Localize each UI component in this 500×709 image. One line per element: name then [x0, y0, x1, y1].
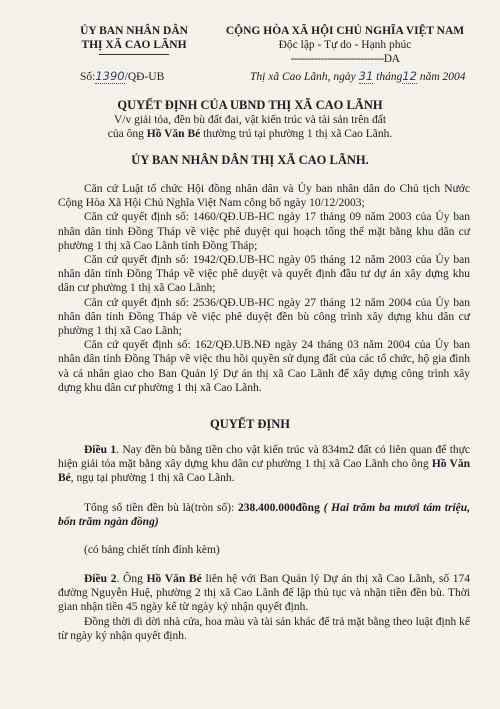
preamble-item: Căn cứ quyết định số: 1942/QĐ.UB-HC ngày 05 tháng 12 năm 2003 của Ủy ban nhân dân tỉnh Đồng Tháp về việc phê duyệt và quyết định đầu tư dự án xây dựng khu dân cư phường 1 thị xã Cao Lãnh; — [58, 254, 470, 295]
total-amount: Tổng số tiền đền bù là(tròn số): 238.400.000đồng ( Hai trăm ba mươi tám triệu, bốn trăm ngàn đồng) — [58, 502, 471, 529]
org-line-2: THỊ XÃ CAO LÃNH — [81, 39, 187, 51]
org-line-1: ỦY BAN NHÂN DÂN — [80, 25, 188, 37]
preamble-item: Căn cứ Luật tổ chức Hội đồng nhân dân và Ủy ban nhân dân do Chủ tịch Nước Cộng Hòa Xã Hội Chủ Nghĩa Việt Nam công bố ngày 10/12/2003; — [58, 183, 470, 210]
preamble-item: Căn cứ quyết định số: 1460/QĐ.UB-HC ngày 17 tháng 09 năm 2003 của Ủy ban nhân dân tỉnh Đồng Tháp về việc phê duyệt qui hoạch tổng thể mặt bằng khu dân cư phường 1 thị xã Cao Lãnh tỉnh Đồng Tháp; — [58, 211, 470, 252]
article-2-continuation: Đồng thời di dời nhà cửa, hoa màu và tài sản khác để trả mặt bằng theo luật định kể từ ngày ký nhận quyết định. — [58, 615, 470, 642]
handwritten-day: 31 — [358, 69, 374, 83]
country-name: CỘNG HÒA XÃ HỘI CHỦ NGHĨA VIỆT NAM — [225, 25, 465, 37]
preamble — [58, 182, 470, 395]
article-2-label: Điều 2 — [84, 573, 117, 585]
issuing-authority — [54, 24, 214, 55]
document-number: Số:1390/QĐ-UB — [80, 69, 165, 83]
article-2-name: Hồ Văn Bé — [146, 573, 202, 585]
article-1-label: Điều 1 — [84, 444, 117, 456]
document-title: QUYẾT ĐỊNH CỦA UBND THỊ XÃ CAO LÃNH — [117, 98, 383, 112]
attachment-note: (có bảng chiết tính đính kèm) — [84, 544, 220, 556]
article-1: Điều 1. Nay đền bù bằng tiền cho vật kiến trúc và 834m2 đất có liên quan để thực hiện giải tỏa mặt bằng xây dựng khu dân cư phường 1 thị xã Cao Lãnh cho ông Hồ Văn Bé, ngụ tại phường 1 thị xã Cao Lãnh. — [58, 444, 470, 485]
total-words: ( Hai trăm ba mươi tám triệu, bốn trăm ngàn đồng) — [58, 502, 471, 529]
handwritten-number: 1390 — [95, 69, 125, 83]
article-1-name: Hồ Văn Bé — [58, 458, 470, 485]
motto-rule: ----------------------------DA — [290, 53, 400, 65]
authority-heading: ỦY BAN NHÂN DÂN THỊ XÃ CAO LÃNH. — [131, 153, 369, 167]
subject-name: Hồ Văn Bé — [146, 128, 201, 140]
preamble-item: Căn cứ quyết định số: 162/QĐ.UB.NĐ ngày 24 tháng 03 năm 2004 của Ủy ban nhân dân tỉnh Đồng Tháp về việc thu hồi quyền sử dụng đất của các tổ chức, hộ gia đình và cá nhân giao cho Ban Quản lý Dự án thị xã Cao Lãnh để xây dựng công trình xây dựng khu dân cư phường 1 thị xã Cao Lãnh. — [58, 339, 470, 394]
total-value: 238.400.000đồng — [238, 502, 320, 514]
preamble-item: Căn cứ quyết định số: 2536/QĐ.UB-HC ngày 27 tháng 12 năm 2004 của Ủy ban nhân dân tỉnh Đồng Tháp về việc phê duyệt đền bù công trình xây dựng khu dân cư phường 1 thị xã Cao Lãnh; — [58, 296, 470, 338]
org-underline — [99, 54, 169, 55]
article-2: Điều 2. Ông Hồ Văn Bé liên hệ với Ban Quản lý Dự án thị xã Cao Lãnh, số 174 đường Nguyễn Huệ, phường 2 thị xã Cao Lãnh để lập thủ tục và nhận tiền đền bù. Thời gian nhận tiền 45 ngày kể từ ngày ký nhận quyết định. Đồng thời di dời nhà cửa, hoa màu và tài sản khác để trả mặt bằng theo luật định kể từ ngày ký nhận quyết định. — [58, 573, 471, 642]
handwritten-month: 12 — [402, 69, 417, 83]
motto: Độc lập - Tự do - Hạnh phúc — [278, 39, 412, 51]
decision-heading: QUYẾT ĐỊNH — [210, 417, 290, 431]
document-date: Thị xã Cao Lãnh, ngày 31 tháng12 năm 2004 — [250, 69, 466, 83]
document-subject: V/v giải tỏa, đền bù đất đai, vật kiến trúc và tài sản trên đất của ông Hồ Văn Bé thường trú tại phường 1 thị xã Cao Lãnh. — [107, 114, 393, 140]
national-header — [210, 24, 480, 66]
